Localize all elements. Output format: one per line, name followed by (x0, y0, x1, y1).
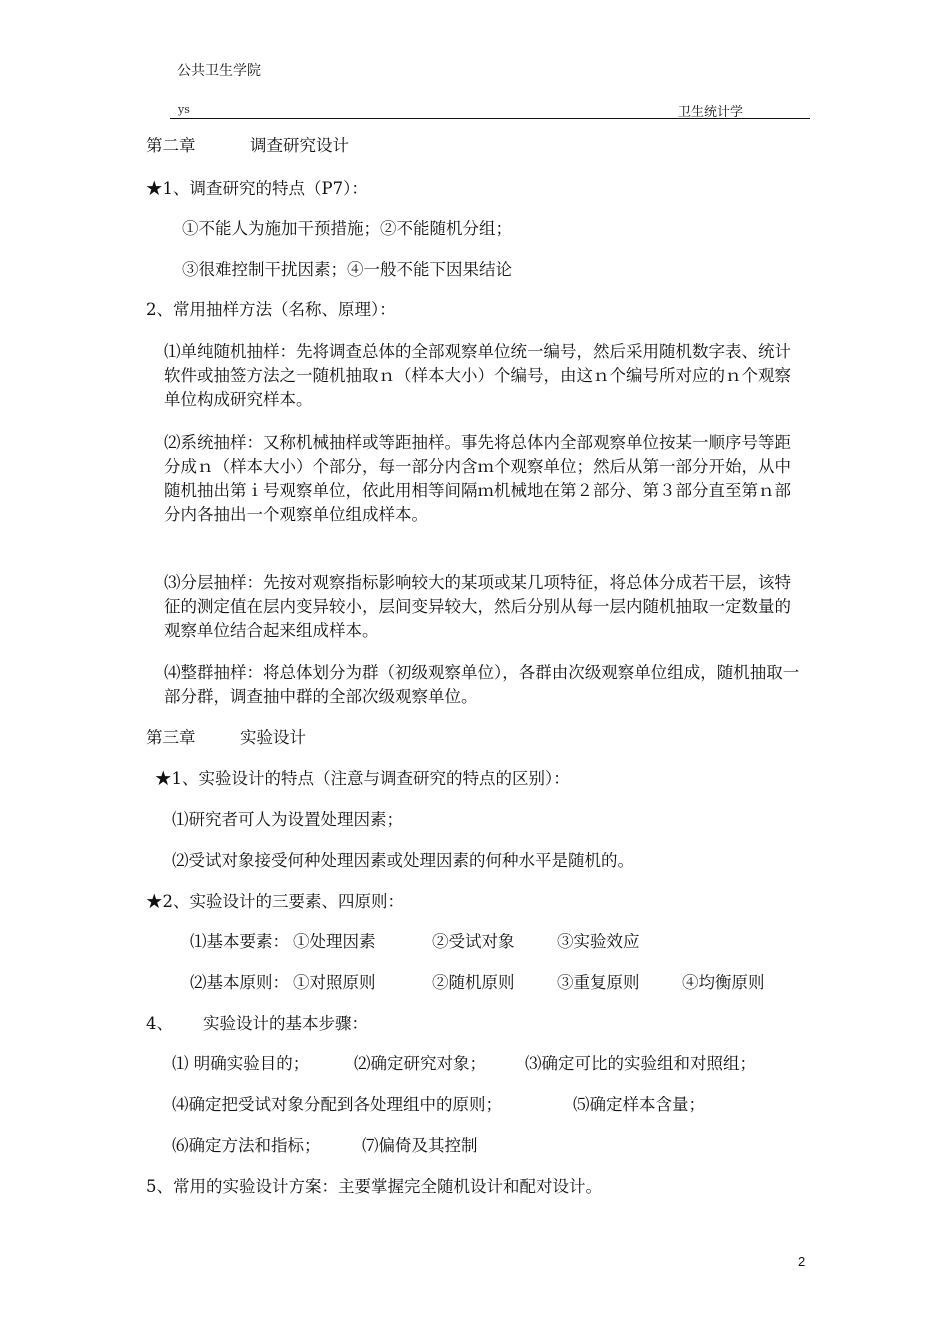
basic-elements-label: ⑴基本要素： (190, 932, 289, 951)
step-7: ⑺偏倚及其控制 (362, 1136, 478, 1155)
element-effect: ③实验效应 (557, 932, 640, 951)
header-course-title: 卫生统计学 (678, 105, 744, 120)
principle-random: ②随机原则 (432, 973, 515, 992)
principle-replication: ③重复原则 (557, 973, 640, 992)
ch3-q1-line-1: ⑴研究者可人为设置处理因素； (172, 810, 403, 829)
ch2-q1-line-1: ①不能人为施加干预措施；②不能随机分组； (182, 219, 512, 238)
principle-control: ①对照原则 (293, 973, 376, 992)
page-number: 2 (798, 1254, 806, 1269)
ch2-question-2: 2、常用抽样方法（名称、原理）： (146, 300, 396, 319)
step-3: ⑶确定可比的实验组和对照组； (525, 1054, 756, 1073)
ch2-q1-line-2: ③很难控制干扰因素；④一般不能下因果结论 (182, 260, 512, 279)
header-school: 公共卫生学院 (177, 62, 261, 78)
ch3-question-1: ★1、实验设计的特点（注意与调查研究的特点的区别）： (155, 769, 570, 788)
step-4: ⑷确定把受试对象分配到各处理组中的原则； (172, 1095, 502, 1114)
basic-principles-label: ⑵基本原则： (190, 973, 289, 992)
ch3-question-5: 5、常用的实验设计方案：主要掌握完全随机设计和配对设计。 (146, 1177, 602, 1196)
chapter-3-number: 第三章 (146, 728, 196, 747)
sampling-method-2: ⑵系统抽样：又称机械抽样或等距抽样。事先将总体内全部观察单位按某一顺序号等距分成ｎ（样本大小）个部分，每一部分内含ｍ个观察单位；然后从第一部分开始，从中随机抽出第ｉ号观察单位，依此用相等间隔ｍ机械地在第２部分、第３部分直至第ｎ部分内各抽出一个观察单位组成样本。 (164, 433, 791, 524)
ch2-question-1: ★1、调查研究的特点（P7）： (146, 179, 368, 198)
ch3-question-2: ★2、实验设计的三要素、四原则： (146, 892, 404, 911)
step-2: ⑵确定研究对象； (354, 1054, 486, 1073)
header-rule (170, 118, 810, 119)
ch3-q1-line-2: ⑵受试对象接受何种处理因素或处理因素的何种水平是随机的。 (172, 851, 634, 870)
principle-balance: ④均衡原则 (682, 973, 765, 992)
element-treatment-factor: ①处理因素 (293, 932, 376, 951)
step-1: ⑴ 明确实验目的； (172, 1054, 310, 1073)
ch3-question-4-text: 实验设计的基本步骤： (203, 1014, 368, 1033)
chapter-3-title: 实验设计 (240, 728, 306, 747)
ch3-question-4-number: 4、 (146, 1014, 173, 1033)
sampling-method-3: ⑶分层抽样：先按对观察指标影响较大的某项或某几项特征，将总体分成若干层，该特征的测定值在层内变异较小，层间变异较大，然后分别从每一层内随机抽取一定数量的观察单位结合起来组成样本。 (164, 573, 791, 640)
step-6: ⑹确定方法和指标； (172, 1136, 321, 1155)
sampling-method-4: ⑷整群抽样：将总体划分为群（初级观察单位），各群由次级观察单位组成，随机抽取一部分群，调查抽中群的全部次级观察单位。 (164, 663, 800, 706)
element-subjects: ②受试对象 (432, 932, 515, 951)
header-left-text: ys (178, 103, 190, 116)
step-5: ⑸确定样本含量； (573, 1095, 705, 1114)
sampling-method-1: ⑴单纯随机抽样：先将调查总体的全部观察单位统一编号，然后采用随机数字表、统计软件或抽签方法之一随机抽取ｎ（样本大小）个编号，由这ｎ个编号所对应的ｎ个观察单位构成研究样本。 (164, 342, 791, 409)
chapter-2-title: 调查研究设计 (250, 136, 349, 155)
chapter-2-number: 第二章 (146, 136, 196, 155)
